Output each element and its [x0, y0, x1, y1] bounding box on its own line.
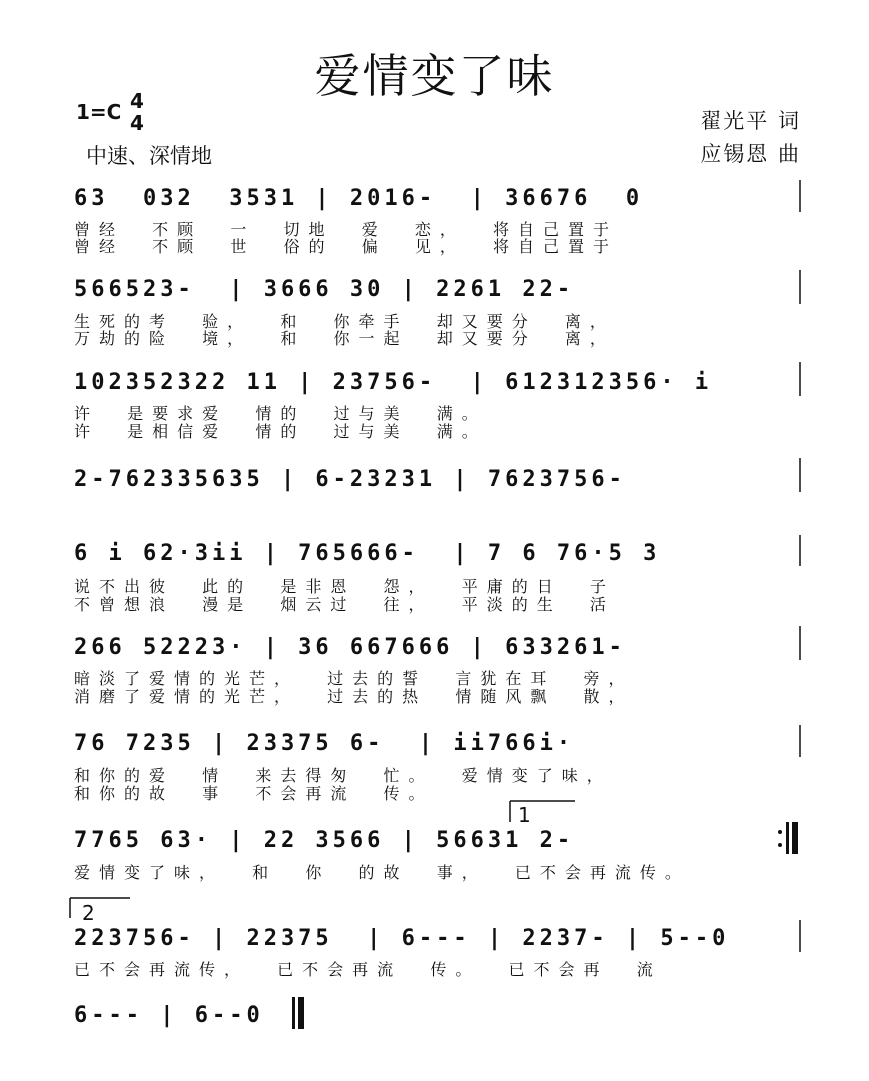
- notes-system-10: 6--- | 6--0: [74, 1003, 264, 1028]
- tempo-marking: 中速、深情地: [86, 144, 212, 168]
- lyrics-system-2-verse-1: 生死的考 验， 和 你牵手 却又要分 离，: [74, 312, 615, 331]
- lyrics-system-5-verse-2: 不曾想浪 漫是 烟云过 往， 平淡的生 活: [74, 595, 615, 614]
- volta-2-label: 2: [82, 901, 95, 925]
- lyrics-system-1-verse-1: 曾经 不顾 一 切地 爱 恋， 将自己置于: [74, 220, 619, 239]
- song-title: 爱情变了味: [314, 49, 555, 103]
- composer-credit: 应锡恩 曲: [700, 142, 801, 166]
- lyrics-system-6-verse-2: 消磨了爱情的光芒， 过去的热 情随风飘 散，: [74, 687, 634, 706]
- lyrics-system-5-verse-1: 说不出彼 此的 是非恩 怨， 平庸的日 子: [74, 577, 615, 596]
- lyrics-system-1-verse-2: 曾经 不顾 世 俗的 偏 见， 将自己置于: [74, 237, 619, 256]
- lyrics-system-9-verse-1: 已不会再流传， 已不会再流 传。 已不会再 流: [74, 960, 662, 979]
- notes-system-1: 63 032 3531 | 2016- | 36676 0: [74, 186, 644, 211]
- lyrics-system-6-verse-1: 暗淡了爱情的光芒， 过去的誓 言犹在耳 旁，: [74, 669, 634, 688]
- lyrics-system-3-verse-1: 许 是要求爱 情的 过与美 满。: [74, 404, 487, 423]
- lyrics-system-7-verse-1: 和你的爱 情 来去得匆 忙。 爱情变了味，: [74, 766, 612, 785]
- lyrics-system-2-verse-2: 万劫的险 境， 和 你一起 却又要分 离，: [74, 329, 615, 348]
- notes-system-4: 2-762335635 | 6-23231 | 7623756-: [74, 467, 626, 492]
- key-signature: 1=C: [76, 100, 122, 124]
- time-signature: [126, 90, 148, 134]
- notes-system-3: 102352322 11 | 23756- | 612312356· i: [74, 370, 713, 395]
- notes-system-5: 6 i 62·3ii | 765666- | 7 6 76·5 3: [74, 541, 661, 566]
- volta-1-label: 1: [518, 803, 531, 827]
- lyrics-system-8-verse-1: 爱情变了味， 和 你 的故 事， 已不会再流传。: [74, 863, 690, 882]
- notes-system-7: 76 7235 | 23375 6- | ii766i·: [74, 731, 575, 756]
- lyricist-credit: 翟光平 词: [700, 109, 801, 133]
- time-signature-top: 4: [130, 89, 144, 113]
- notes-system-8: 7765 63· | 22 3566 | 56631 2-: [74, 828, 575, 853]
- notes-system-2: 566523- | 3666 30 | 2261 22-: [74, 277, 575, 302]
- notes-system-6: 266 52223· | 36 667666 | 633261-: [74, 635, 626, 660]
- time-signature-bottom: 4: [130, 111, 144, 135]
- notes-system-9: 223756- | 22375 | 6--- | 2237- | 5--0: [74, 926, 730, 951]
- lyrics-system-7-verse-2: 和你的故 事 不会再流 传。: [74, 784, 434, 803]
- lyrics-system-3-verse-2: 许 是相信爱 情的 过与美 满。: [74, 422, 487, 441]
